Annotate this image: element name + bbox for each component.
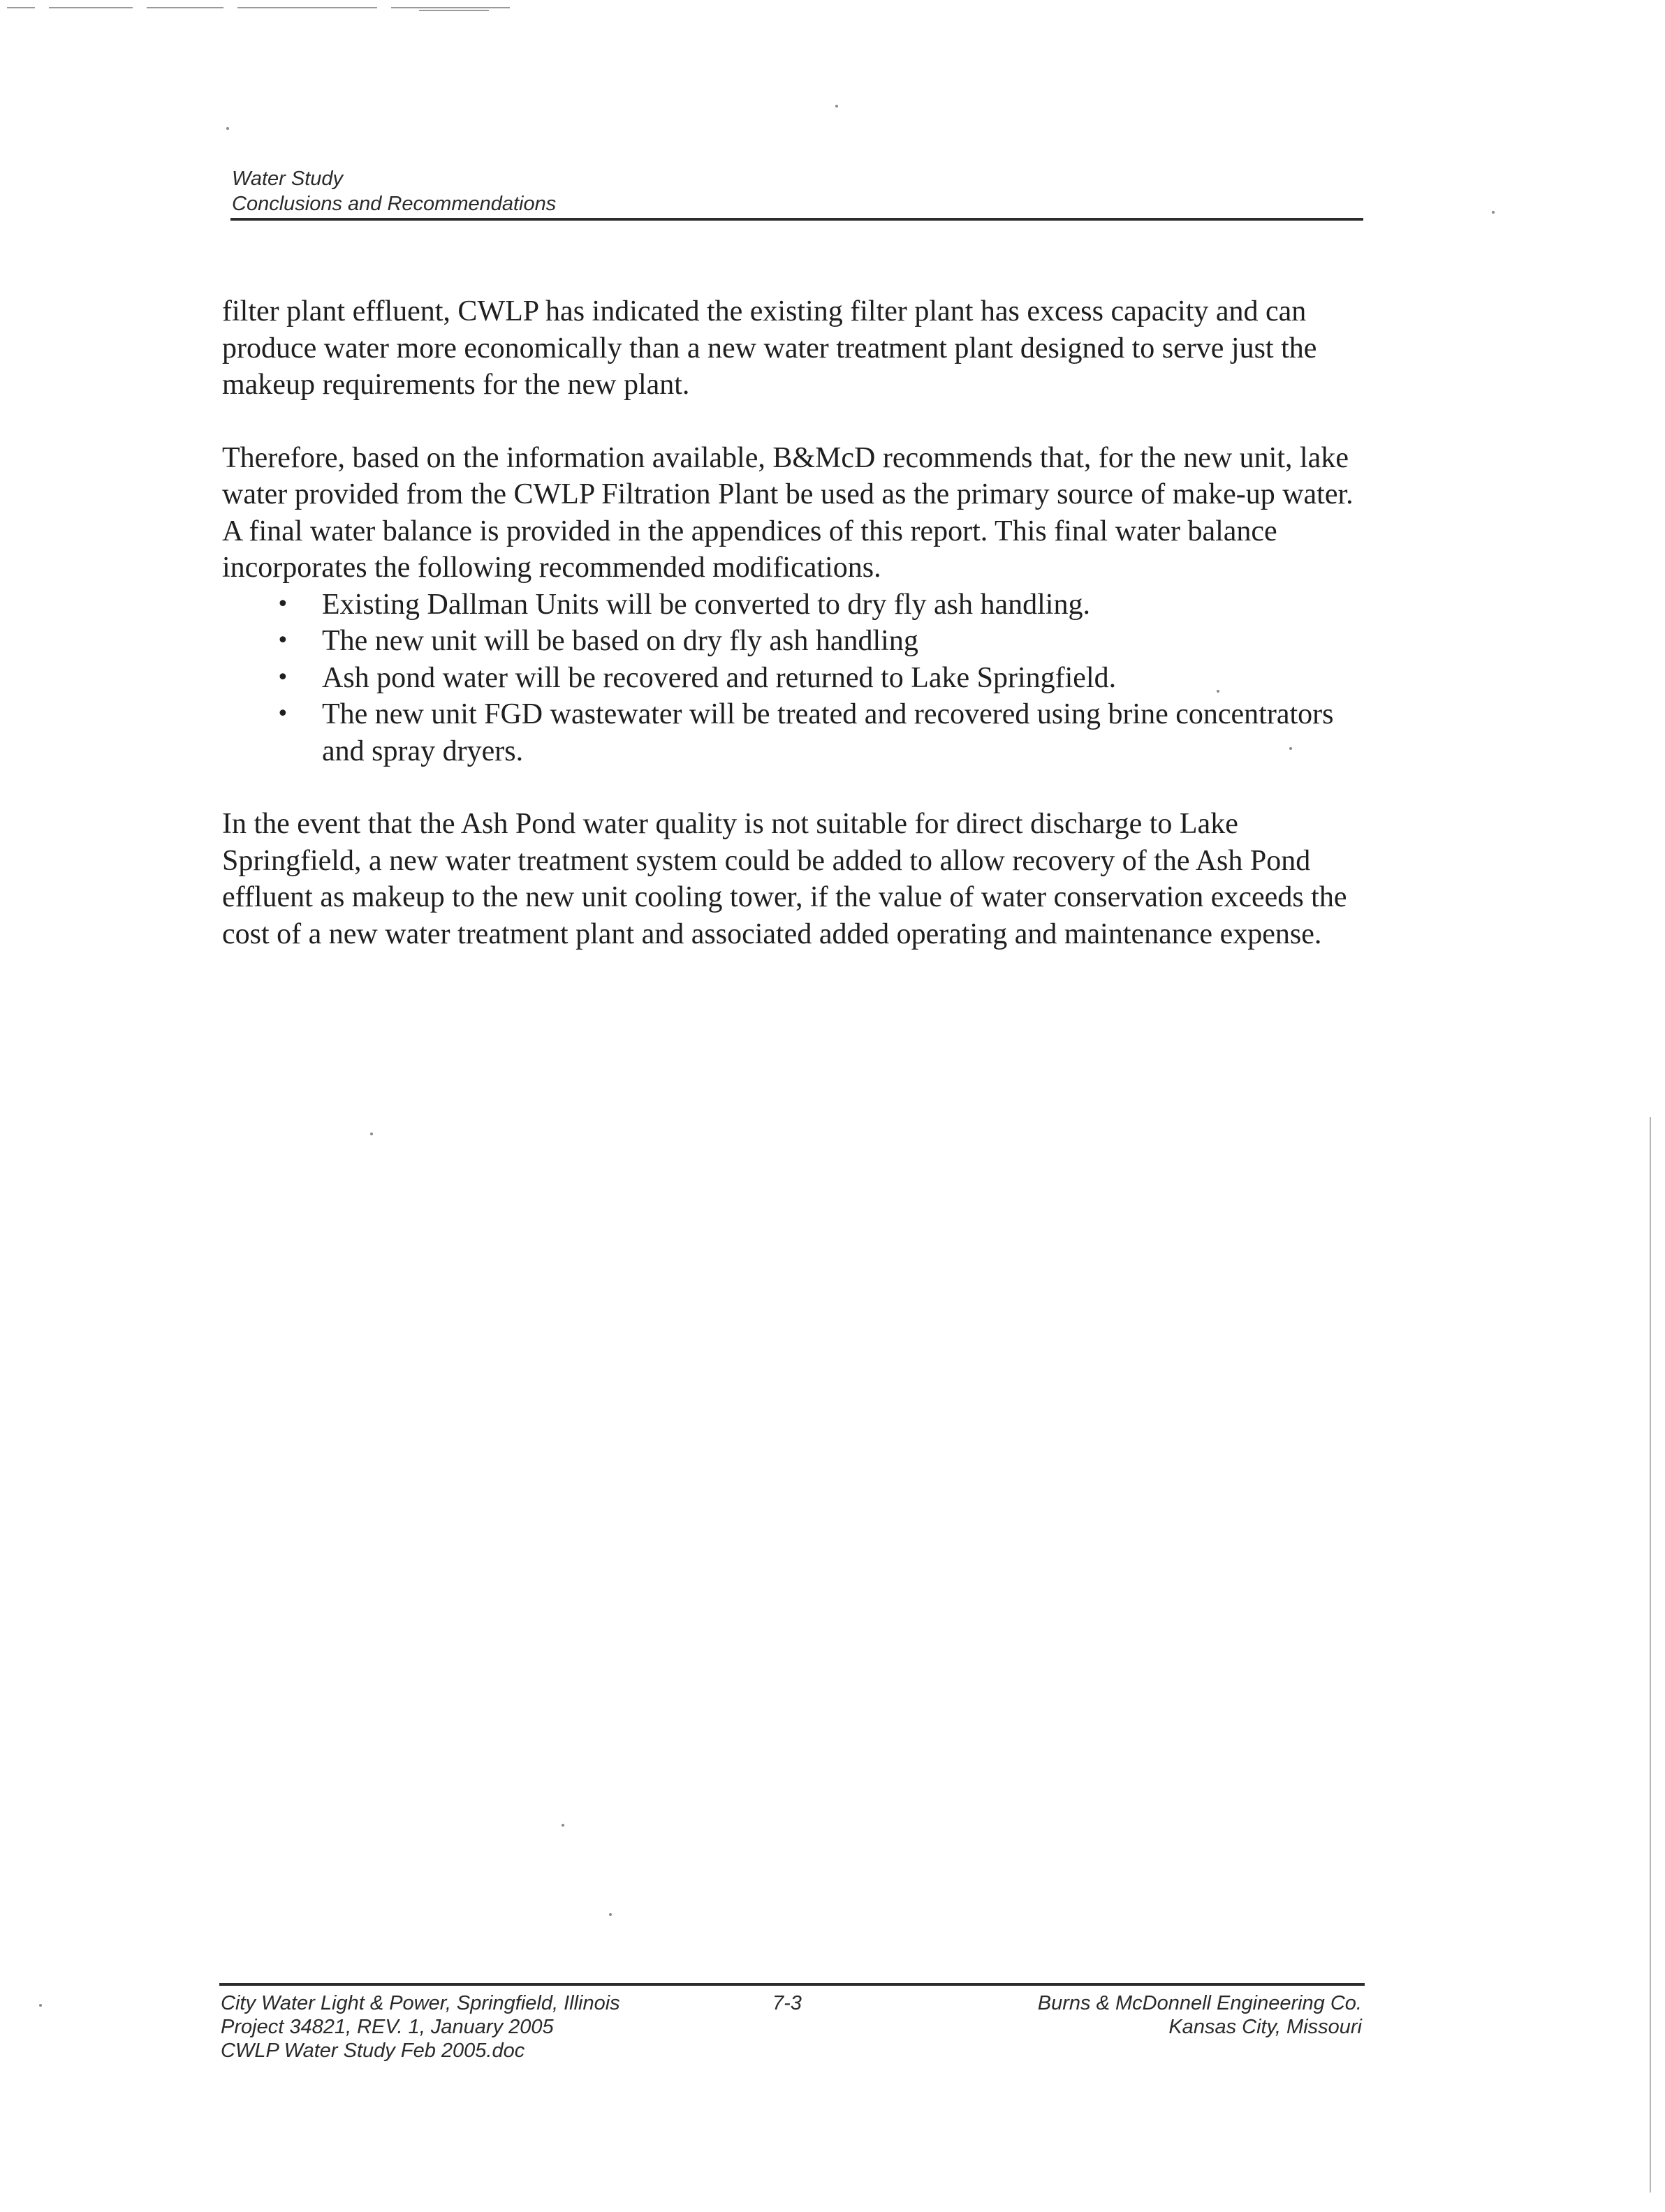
scan-artifact [419, 10, 489, 11]
header-section-title: Conclusions and Recommendations [232, 193, 557, 215]
scan-artifact [7, 7, 35, 8]
header-rule [230, 218, 1363, 221]
bullet-icon: • [277, 628, 289, 653]
list-item [222, 587, 1367, 624]
scan-speck [562, 1824, 564, 1827]
body-content [222, 293, 1367, 952]
list-item [222, 660, 1367, 697]
list-item [222, 623, 1367, 660]
footer-left [221, 1991, 710, 2063]
scan-speck [226, 127, 229, 130]
paragraph-ash-pond: In the event that the Ash Pond water quality is not suitable for direct discharge to Lake Springfield, a new water treatment system could be added to allow recovery of the Ash Pond effluent as makeup to the new unit cooling tower, if the value of water conservation exceeds the cost of a new water treatment plant and associated added operating and maintenance expense. [222, 808, 1347, 950]
scan-speck [835, 105, 838, 108]
footer-rule [219, 1983, 1365, 1986]
footer-client: City Water Light & Power, Springfield, Illinois [221, 1992, 620, 2014]
footer-location: Kansas City, Missouri [1168, 2016, 1362, 2038]
bullet-icon: • [277, 665, 289, 690]
scan-speck [1492, 211, 1495, 214]
list-item [222, 696, 1367, 769]
scan-speck [39, 2004, 42, 2007]
modifications-list [222, 587, 1367, 770]
header-document-title: Water Study [232, 168, 344, 190]
footer-right [908, 1991, 1362, 2039]
scan-artifact [147, 7, 223, 8]
list-item-text: The new unit will be based on dry fly ash handling [322, 625, 918, 657]
scan-speck [370, 1133, 373, 1135]
scan-artifact [391, 7, 510, 8]
bullet-icon: • [277, 591, 289, 617]
scan-artifact [237, 7, 377, 8]
footer-company: Burns & McDonnell Engineering Co. [1037, 1992, 1362, 2014]
scan-edge-line [1650, 1117, 1651, 2192]
bullet-icon: • [277, 702, 289, 726]
paragraph-recommendation: Therefore, based on the information available, B&McD recommends that, for the new unit, lake water provided from the CWLP Filtration Plant be used as the primary source of make-up water. A final water balance is provided in the appendices of this report. This final water balance incorporates the following recommended modifications. [222, 441, 1354, 584]
footer-center [772, 1991, 856, 2015]
list-item-text: Ash pond water will be recovered and returned to Lake Springfield. [322, 661, 1117, 694]
scan-speck [609, 1913, 612, 1916]
footer-filename: CWLP Water Study Feb 2005.doc [221, 2040, 525, 2062]
page-number: 7-3 [772, 1992, 802, 2014]
page-header [232, 166, 1363, 216]
paragraph-filter-plant: filter plant effluent, CWLP has indicated the existing filter plant has excess capacity and can produce water more economically than a new water treatment plant designed to serve just the makeup requirements for the new plant. [222, 295, 1317, 401]
footer-project: Project 34821, REV. 1, January 2005 [221, 2016, 554, 2038]
list-item-text: The new unit FGD wastewater will be treated and recovered using brine concentrators and spray dryers. [322, 698, 1334, 767]
list-item-text: Existing Dallman Units will be converted to dry fly ash handling. [322, 588, 1090, 621]
scan-artifact [49, 7, 133, 8]
